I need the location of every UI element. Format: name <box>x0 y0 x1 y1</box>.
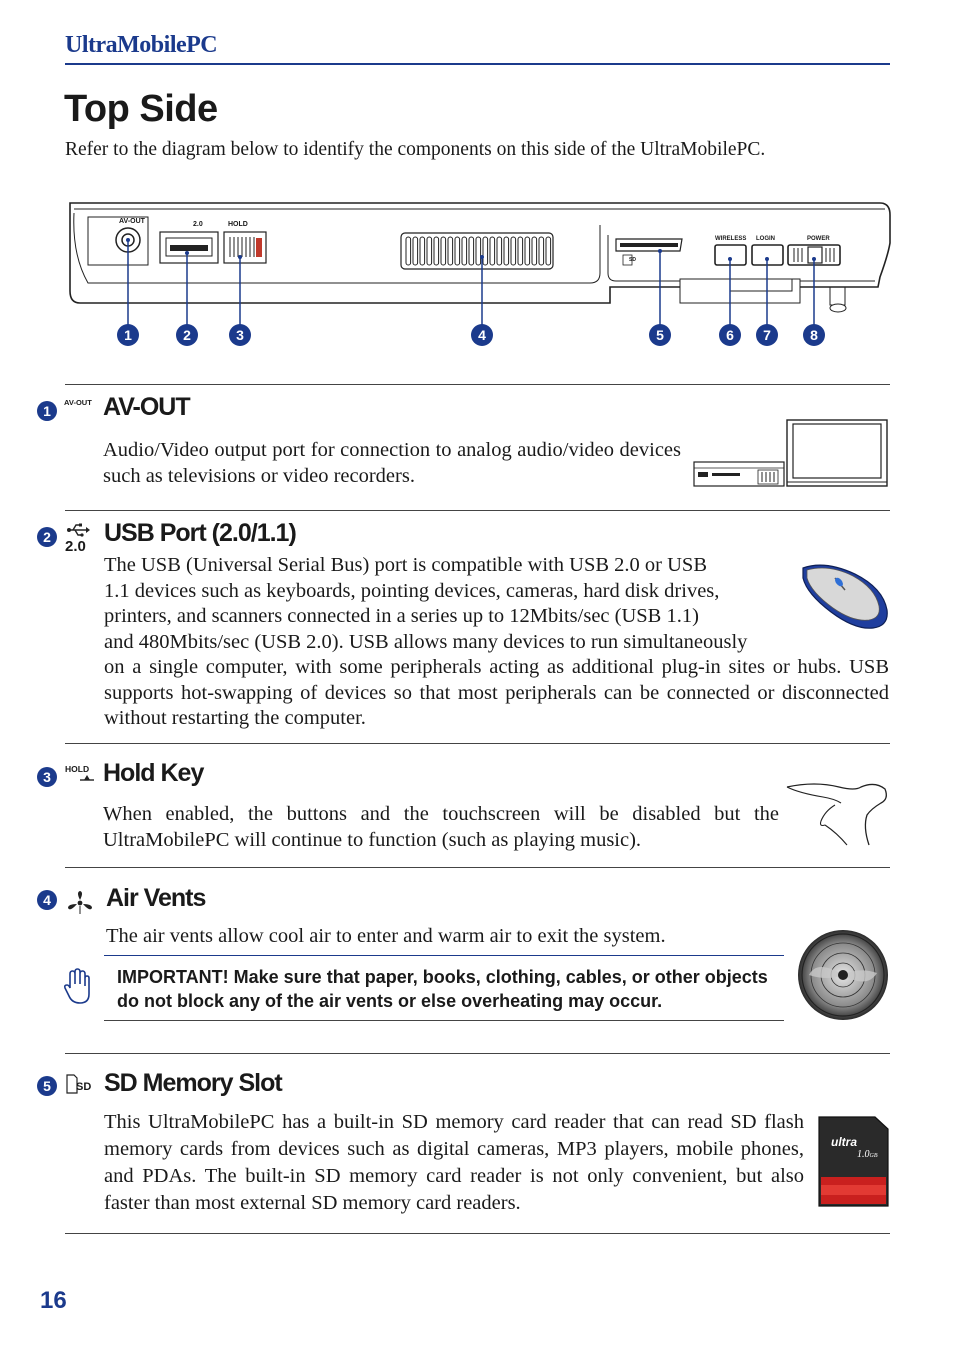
callout-7: 7 <box>756 324 778 346</box>
callout-3: 3 <box>229 324 251 346</box>
section-number-3: 3 <box>37 767 57 787</box>
usb-line-3: printers, and scanners connected in a series up to 12Mbits/sec (USB 1.1) <box>104 605 699 627</box>
section-number-1: 1 <box>37 401 57 421</box>
callout-4: 4 <box>471 324 493 346</box>
section-divider <box>65 743 890 744</box>
section-title-usb: USB Port (2.0/1.1) <box>104 519 296 547</box>
sd-card-brand: ultra <box>831 1135 858 1149</box>
hand-warning-icon <box>62 968 92 1006</box>
sd-card-illustration <box>817 1115 890 1208</box>
section-divider <box>65 1233 890 1234</box>
diagram-label-power: POWER <box>807 236 830 242</box>
section-number-4: 4 <box>37 890 57 910</box>
usb-line-4: and 480Mbits/sec (USB 2.0). USB allows many devices to run simultaneously <box>104 630 748 653</box>
section-divider <box>65 384 890 385</box>
hold-lock-icon <box>80 774 94 782</box>
hold-icon: HOLD <box>65 764 90 774</box>
section-number-5: 5 <box>37 1076 57 1096</box>
diagram-label-hold: HOLD <box>228 221 248 228</box>
diagram-label-login: LOGIN <box>756 236 775 242</box>
tv-vcr-illustration <box>692 418 890 490</box>
fan-illustration <box>797 929 889 1021</box>
usb-line-5: on a single computer, with some peripherals acting as additional plug-in sites or hubs. USB supports hot-swapping of devices so that most peripherals can be connected or disconnected without restarting the computer. <box>104 656 889 729</box>
header-rule <box>65 63 890 65</box>
usb-icon-label: 2.0 <box>65 538 86 555</box>
diagram-label-av-out: AV-OUT <box>119 218 145 225</box>
hand-illustration <box>785 775 891 847</box>
usb-icon <box>66 522 90 538</box>
page-title: Top Side <box>64 88 218 130</box>
page-number: 16 <box>40 1287 67 1314</box>
sd-card-capacity: 1.0GB <box>857 1149 878 1160</box>
diagram-label-usb: 2.0 <box>193 221 203 228</box>
header-title: UltraMobilePC <box>65 32 218 58</box>
important-notice: IMPORTANT! Make sure that paper, books, clothing, cables, or other objects do not block any of the air vents or else overheating may occur. <box>117 967 768 1011</box>
vents-description: The air vents allow cool air to enter and warm air to exit the system. <box>106 925 666 947</box>
important-top-rule <box>104 955 784 956</box>
mouse-illustration <box>795 560 891 632</box>
usb-line-2: 1.1 devices such as keyboards, pointing devices, cameras, hard disk drives, <box>104 579 720 602</box>
callout-8: 8 <box>803 324 825 346</box>
usb-description <box>104 553 889 732</box>
fan-icon <box>66 890 94 916</box>
section-title-sd: SD Memory Slot <box>104 1069 282 1097</box>
callout-5: 5 <box>649 324 671 346</box>
av-out-icon: AV-OUT <box>64 398 92 407</box>
callout-2: 2 <box>176 324 198 346</box>
section-divider <box>65 867 890 868</box>
av-out-description: Audio/Video output port for connection to analog audio/video devices such as televisions or video recorders. <box>103 439 681 487</box>
section-number-2: 2 <box>37 527 57 547</box>
section-title-hold: Hold Key <box>103 759 204 787</box>
section-title-vents: Air Vents <box>106 884 206 912</box>
diagram-label-sd: SD <box>629 257 636 263</box>
hold-description: When enabled, the buttons and the touchscreen will be disabled but the UltraMobilePC will continue to function (such as playing music). <box>103 803 779 851</box>
diagram-label-wireless: WIRELESS <box>715 236 747 242</box>
callout-6: 6 <box>719 324 741 346</box>
important-bottom-rule <box>104 1020 784 1021</box>
sd-description: This UltraMobilePC has a built-in SD memory card reader that can read SD flash memory cards from devices such as digital cameras, MP3 players, mobile phones, and PDAs. The built-in SD memory card reader is not only convenient, but also faster than most external SD memory card readers. <box>104 1111 804 1214</box>
callout-1: 1 <box>117 324 139 346</box>
sd-icon-label: SD <box>76 1081 92 1093</box>
section-divider <box>65 1053 890 1054</box>
section-title-av-out: AV-OUT <box>103 393 190 421</box>
intro-text: Refer to the diagram below to identify the components on this side of the UltraMobilePC. <box>65 139 766 160</box>
usb-line-1: The USB (Universal Serial Bus) port is compatible with USB 2.0 or USB <box>104 554 707 576</box>
section-divider <box>65 510 890 511</box>
